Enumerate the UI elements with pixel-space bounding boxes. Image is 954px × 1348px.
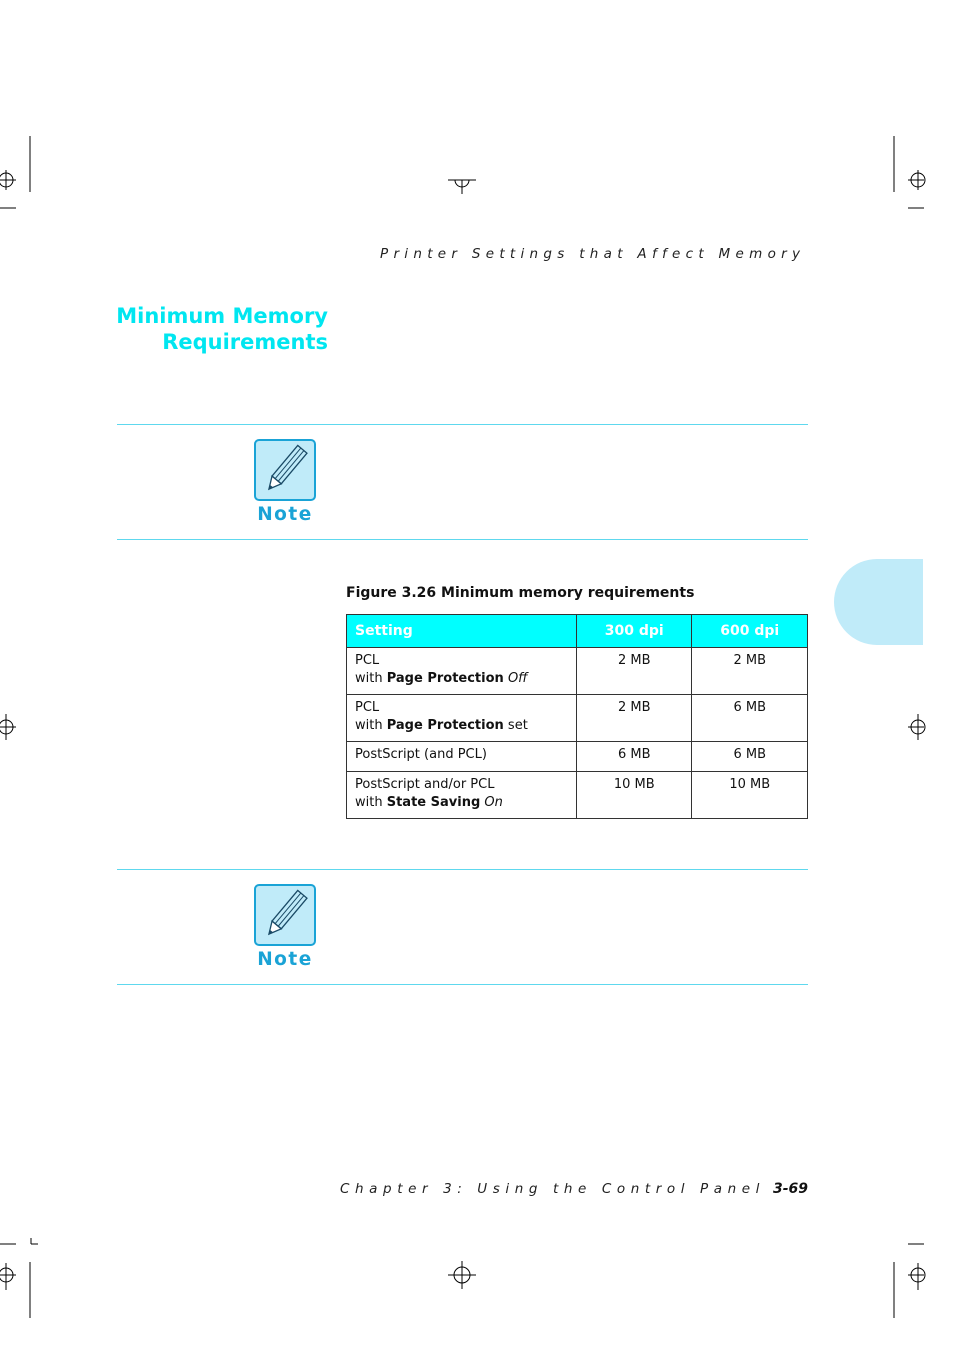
section-title-line2: Requirements (162, 330, 328, 354)
setting-line1: PCL (355, 653, 380, 668)
note-rule-top (117, 424, 808, 425)
value-300dpi: 6 MB (577, 742, 692, 772)
setting-line1: PostScript and/or PCL (355, 777, 495, 792)
table-header-row (347, 615, 808, 648)
note-rule-bottom (117, 984, 808, 985)
table-row (347, 695, 808, 742)
setting-line2: with Page Protection set (355, 718, 528, 733)
setting-cell (347, 742, 577, 772)
section-title-line1: Minimum Memory (116, 304, 328, 328)
table-row (347, 772, 808, 819)
memory-table (346, 614, 808, 819)
setting-cell (347, 648, 577, 695)
note-rule-top (117, 869, 808, 870)
setting-line2: with State Saving On (355, 795, 503, 810)
setting-line2: with Page Protection Off (355, 671, 528, 686)
section-title (100, 303, 328, 355)
header-300dpi: 300 dpi (577, 615, 692, 648)
pencil-icon (254, 439, 316, 501)
figure-caption: Figure 3.26 Minimum memory requirements (346, 585, 695, 601)
value-300dpi: 2 MB (577, 695, 692, 742)
header-600dpi: 600 dpi (692, 615, 808, 648)
note-label: Note (257, 504, 313, 525)
page-number: 3-69 (772, 1181, 808, 1197)
value-300dpi: 10 MB (577, 772, 692, 819)
header-setting: Setting (347, 615, 577, 648)
value-600dpi: 10 MB (692, 772, 808, 819)
note-rule-bottom (117, 539, 808, 540)
note-label: Note (257, 949, 313, 970)
setting-line1: PCL (355, 700, 380, 715)
value-300dpi: 2 MB (577, 648, 692, 695)
value-600dpi: 6 MB (692, 695, 808, 742)
setting-cell (347, 772, 577, 819)
setting-cell (347, 695, 577, 742)
footer-chapter: Chapter 3: Using the Control Panel (340, 1181, 766, 1197)
running-head: Printer Settings that Affect Memory (380, 246, 806, 262)
table-row (347, 648, 808, 695)
setting-line1: PostScript (and PCL) (355, 747, 487, 762)
value-600dpi: 6 MB (692, 742, 808, 772)
value-600dpi: 2 MB (692, 648, 808, 695)
table-row (347, 742, 808, 772)
chapter-tab (834, 559, 923, 645)
pencil-icon (254, 884, 316, 946)
